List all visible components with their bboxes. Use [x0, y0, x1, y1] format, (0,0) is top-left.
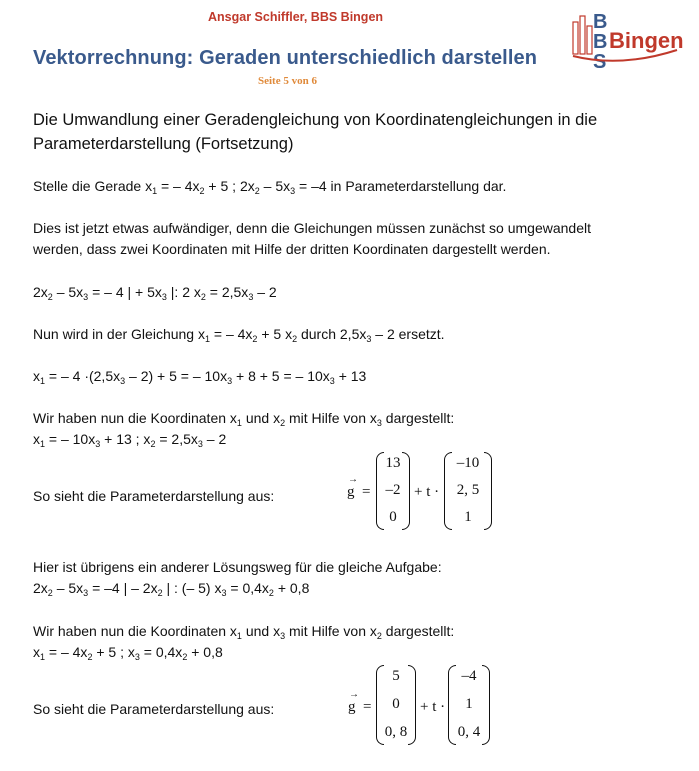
vector-entry: 5	[392, 668, 400, 684]
g-symbol: g	[348, 699, 356, 715]
vector-entry: –4	[461, 668, 477, 684]
vector-entry: 1	[465, 696, 473, 712]
param2-label: So sieht die Parameterdarstellung aus:	[33, 701, 275, 717]
direction-vector-2	[448, 665, 490, 745]
substitution-note: Nun wird in der Gleichung $x_1$ = – $4x_2 + 5$ $x_2$ durch $2,5x_3 - 2$ ersetzt.	[33, 326, 445, 344]
svg-text:B: B	[593, 11, 608, 33]
equals-sign: =	[362, 484, 371, 500]
plus-t-operator: + t ·	[420, 699, 446, 715]
task-statement: Stelle die Gerade $x_1$ = – $4x_2 + 5$ ; $2x_2 - 5x_3 = -4$ in Parameterdarstellung dar.	[33, 178, 507, 196]
vector-entry: 0, 4	[457, 724, 481, 740]
param2-equation	[346, 665, 496, 745]
vector-entry: –2	[385, 482, 401, 498]
vector-entry: 0	[392, 696, 400, 712]
direction-vector-1	[444, 452, 492, 530]
vector-entry: 0	[389, 509, 397, 525]
vector-entry: 0, 8	[384, 724, 408, 740]
explanation-line1: Dies ist jetzt etwas aufwändiger, denn die Gleichungen müssen zunächst so umgewandelt	[33, 220, 591, 236]
alternative-equation: $2x_2 - 5x_3 = -4$ | – $2x_2$ | : (– 5) $x_3 = 0,4x_2 + 0,8$	[33, 580, 310, 598]
vector-entry: 2, 5	[456, 482, 480, 498]
equation-transform-1: $2x_2 - 5x_3$ = – 4 | + $5x_3$ |: 2 $x_2 = 2,5x_3 - 2$	[33, 284, 277, 302]
result2-line2: $x_1$ = – $4x_2 + 5$ ; $x_3 = 0,4x_2 + 0,8$	[33, 644, 223, 662]
page-title: Vektorrechnung: Geraden unterschiedlich darstellen	[33, 47, 538, 69]
section-heading-line2: Parameterdarstellung (Fortsetzung)	[33, 135, 294, 153]
vector-entry: 13	[385, 455, 401, 471]
result2-line1: Wir haben nun die Koordinaten $x_1$ und $x_3$ mit Hilfe von $x_2$ dargestellt:	[33, 623, 455, 641]
support-vector-1	[376, 452, 410, 530]
equals-sign: =	[363, 699, 372, 715]
page-number: Seite 5 von 6	[258, 75, 317, 87]
param1-equation	[340, 452, 500, 530]
g-symbol: g	[347, 484, 355, 500]
support-vector-2	[376, 665, 416, 745]
author-line: Ansgar Schiffler, BBS Bingen	[208, 10, 384, 24]
svg-text:S: S	[593, 51, 607, 70]
vector-entry: 1	[464, 509, 472, 525]
svg-text:B: B	[593, 31, 608, 53]
bbs-bingen-logo	[571, 10, 684, 70]
section-heading-line1: Die Umwandlung einer Geradengleichung von Koordinatengleichungen in die	[33, 111, 598, 129]
explanation-line2: werden, dass zwei Koordinaten mit Hilfe der dritten Koordinaten dargestellt werden.	[33, 241, 551, 257]
result1-line2: $x_1$ = – $10x_3 + 13$ ; $x_2 = 2,5x_3 - 2$	[33, 431, 227, 449]
logo-text: Bingen	[609, 28, 684, 53]
vector-arrow-icon: →	[348, 474, 358, 485]
vector-arrow-icon: →	[349, 689, 359, 700]
result1-line1: Wir haben nun die Koordinaten $x_1$ und $x_2$ mit Hilfe von $x_3$ dargestellt:	[33, 410, 455, 428]
alternative-intro: Hier ist übrigens ein anderer Lösungsweg für die gleiche Aufgabe:	[33, 559, 442, 575]
plus-t-operator: + t ·	[414, 484, 440, 500]
equation-substitution: $x_1$ = – $4 \cdot(2,5x_3 - 2) + 5$ = – $10x_3 + 8 + 5$ = – $10x_3 + 13$	[33, 368, 367, 386]
vector-entry: –10	[456, 455, 480, 471]
param1-label: So sieht die Parameterdarstellung aus:	[33, 488, 275, 504]
